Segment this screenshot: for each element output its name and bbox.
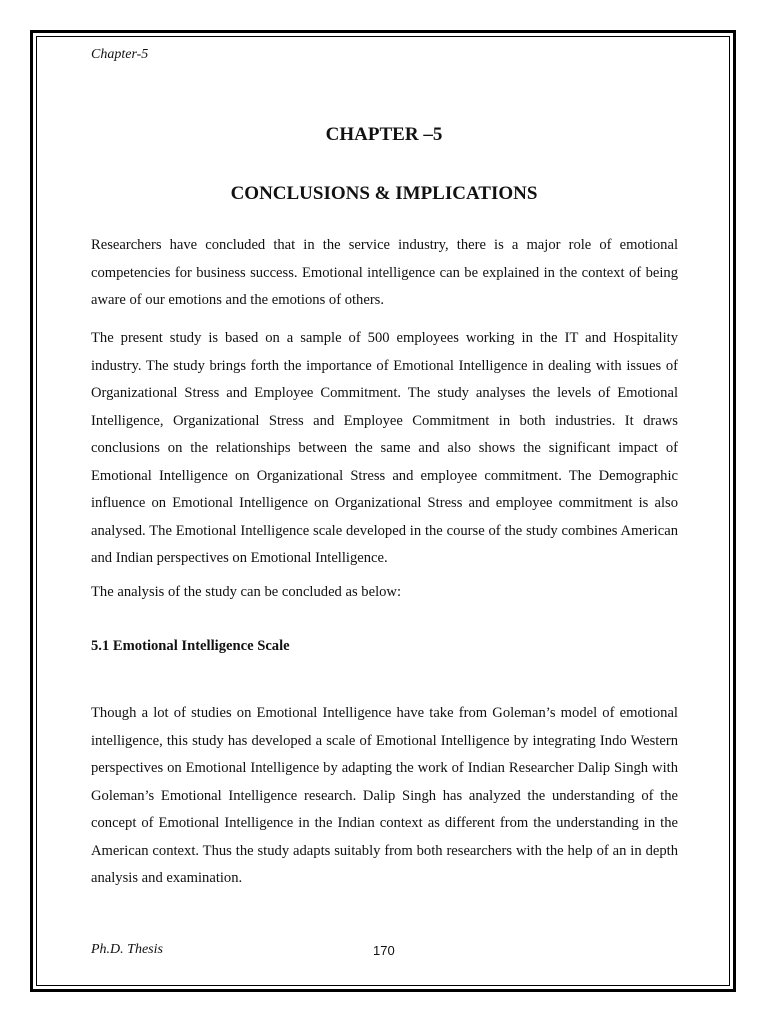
paragraph-intro: Researchers have concluded that in the service industry, there is a major role of emotional competencies for business success. Emotional intelligence can be explained in the context of being aware of our emotions and the emotions of others. xyxy=(91,237,678,308)
running-header: Chapter-5 xyxy=(91,47,149,62)
paragraph-analysis-lead: The analysis of the study can be concluded as below: xyxy=(91,584,402,600)
section-heading: 5.1 Emotional Intelligence Scale xyxy=(91,638,290,654)
chapter-subtitle: CONCLUSIONS & IMPLICATIONS xyxy=(230,183,538,204)
page-number: 170 xyxy=(373,943,395,958)
paragraph-section-body: Though a lot of studies on Emotional Intelligence have take from Goleman’s model of emotional intelligence, this study has developed a scale of Emotional Intelligence by integrating Indo Western perspectives on Emotional Intelligence by adapting the work of Indian Researcher Dalip Singh with Goleman’s Emotional Intelligence research. Dalip Singh has analyzed the understanding of the concept of Emotional Intelligence in the Indian context as different from the understanding in the American context. Thus the study adapts suitably from both researchers with the help of an in depth analysis and examination. xyxy=(91,705,678,886)
paragraph-study-summary: The present study is based on a sample of 500 employees working in the IT and Hospitality industry. The study brings forth the importance of Emotional Intelligence in dealing with issues of Organizational Stress and Employee Commitment. The study analyses the levels of Emotional Intelligence, Organizational Stress and Employee Commitment in both industries. It draws conclusions on the relationships between the same and also shows the significant impact of Emotional Intelligence on Organizational Stress and employee commitment. The Demographic influence on Emotional Intelligence on Organizational Stress and employee commitment is also analysed. The Emotional Intelligence scale developed in the course of the study combines American and Indian perspectives on Emotional Intelligence. xyxy=(91,330,678,566)
chapter-title: CHAPTER –5 xyxy=(325,124,443,145)
footer-label: Ph.D. Thesis xyxy=(91,942,163,957)
